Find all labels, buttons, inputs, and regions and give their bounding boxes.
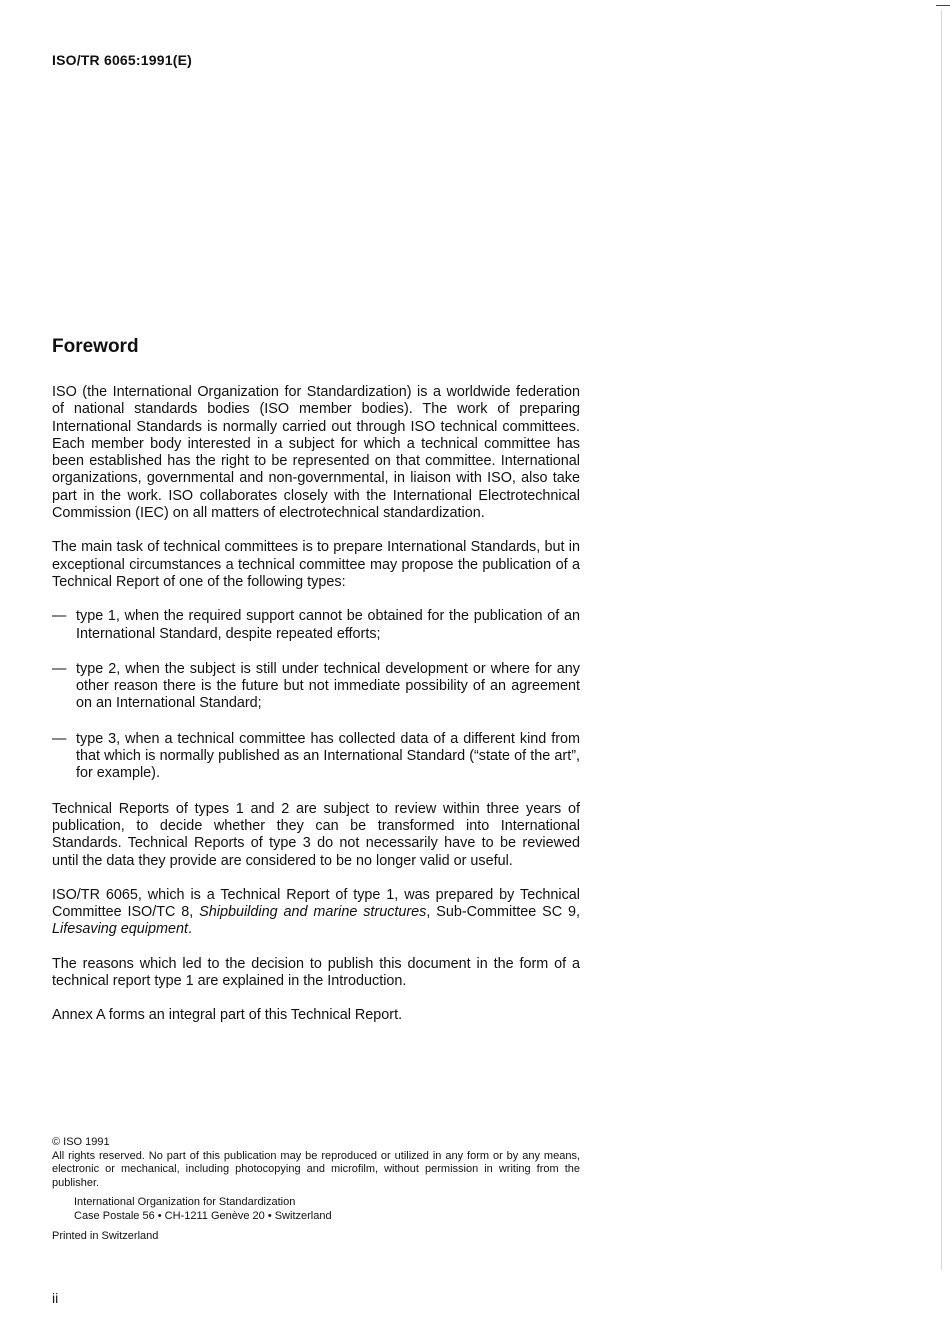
paragraph-iso-intro: ISO (the International Organization for Standardization) is a worldwide federation of national standards bodies (ISO member bodies). The work of preparing International Standards is normally carried out through ISO technical committees. Each member body interested in a subject for which a technical committee has been established has the right to be represented on that committee. International organizations, governmental and non-governmental, in liaison with ISO, also take part in the work. ISO collaborates closely with the International Electrotechnical Commission (IEC) on all matters of electrotechnical standardization.: [52, 384, 580, 522]
rights-statement: All rights reserved. No part of this publication may be reproduced or utilized in any form or by any means, electronic or mechanical, including photocopying and microfilm, without permission in writing from the publisher.: [52, 1149, 580, 1189]
page-edge-marks: [936, 0, 950, 1343]
committee-name: Shipbuilding and marine structures: [199, 904, 427, 921]
document-id-header: ISO/TR 6065:1991(E): [52, 52, 192, 68]
list-item-type-3: [52, 731, 580, 783]
paragraph-annex: Annex A forms an integral part of this Technical Report.: [52, 1007, 403, 1024]
list-item-text: type 3, when a technical committee has collected data of a different kind from that which is normally published as an International Standard (“state of the art”, for example).: [76, 730, 580, 782]
edge-tick: [936, 5, 950, 6]
subcommittee-name: Lifesaving equipment: [52, 921, 189, 938]
foreword-title: Foreword: [52, 336, 139, 357]
paragraph-main-task: The main task of technical committees is to prepare International Standards, but in exceptional circumstances a technical committee may propose the publication of a Technical Report of one of the following types:: [52, 539, 580, 590]
copyright-line: © ISO 1991: [52, 1136, 110, 1148]
list-dash: —: [52, 730, 67, 747]
printed-in: Printed in Switzerland: [52, 1230, 159, 1242]
edge-rule: [941, 10, 942, 1270]
list-item-text: type 1, when the required support cannot be obtained for the publication of an International Standard, despite repeated efforts;: [76, 608, 580, 642]
prepared-by-text-sc: , Sub-Committee SC 9,: [426, 904, 580, 921]
list-item-type-1: [52, 608, 580, 643]
paragraph-review: Technical Reports of types 1 and 2 are subject to review within three years of publication, to decide whether they can be transformed into International Standards. Technical Reports of type 3 do not necessarily have to be reviewed until the data they provide are considered to be no longer valid or useful.: [52, 800, 580, 869]
page-number: ii: [52, 1290, 59, 1306]
foreword-section: [52, 336, 580, 1042]
organization-name: International Organization for Standardization: [74, 1196, 296, 1208]
list-item-type-2: [52, 661, 580, 713]
prepared-by-text: ISO/TR 6065, which is a Technical Report of type 1, was prepared by Technical Committee ISO/TC 8,: [52, 886, 580, 921]
organization-address: Case Postale 56 • CH-1211 Genève 20 • Switzerland: [74, 1209, 332, 1222]
list-item-text: type 2, when the subject is still under technical development or where for any other reason there is the future but not immediate possibility of an agreement on an International Standard;: [76, 660, 580, 712]
prepared-by-text-end: .: [188, 921, 193, 938]
copyright-block: [52, 1136, 580, 1244]
list-dash: —: [52, 608, 67, 625]
list-dash: —: [52, 660, 67, 677]
paragraph-reasons: The reasons which led to the decision to publish this document in the form of a technical report type 1 are explained in the Introduction.: [52, 955, 580, 990]
paragraph-prepared-by: [52, 887, 580, 939]
